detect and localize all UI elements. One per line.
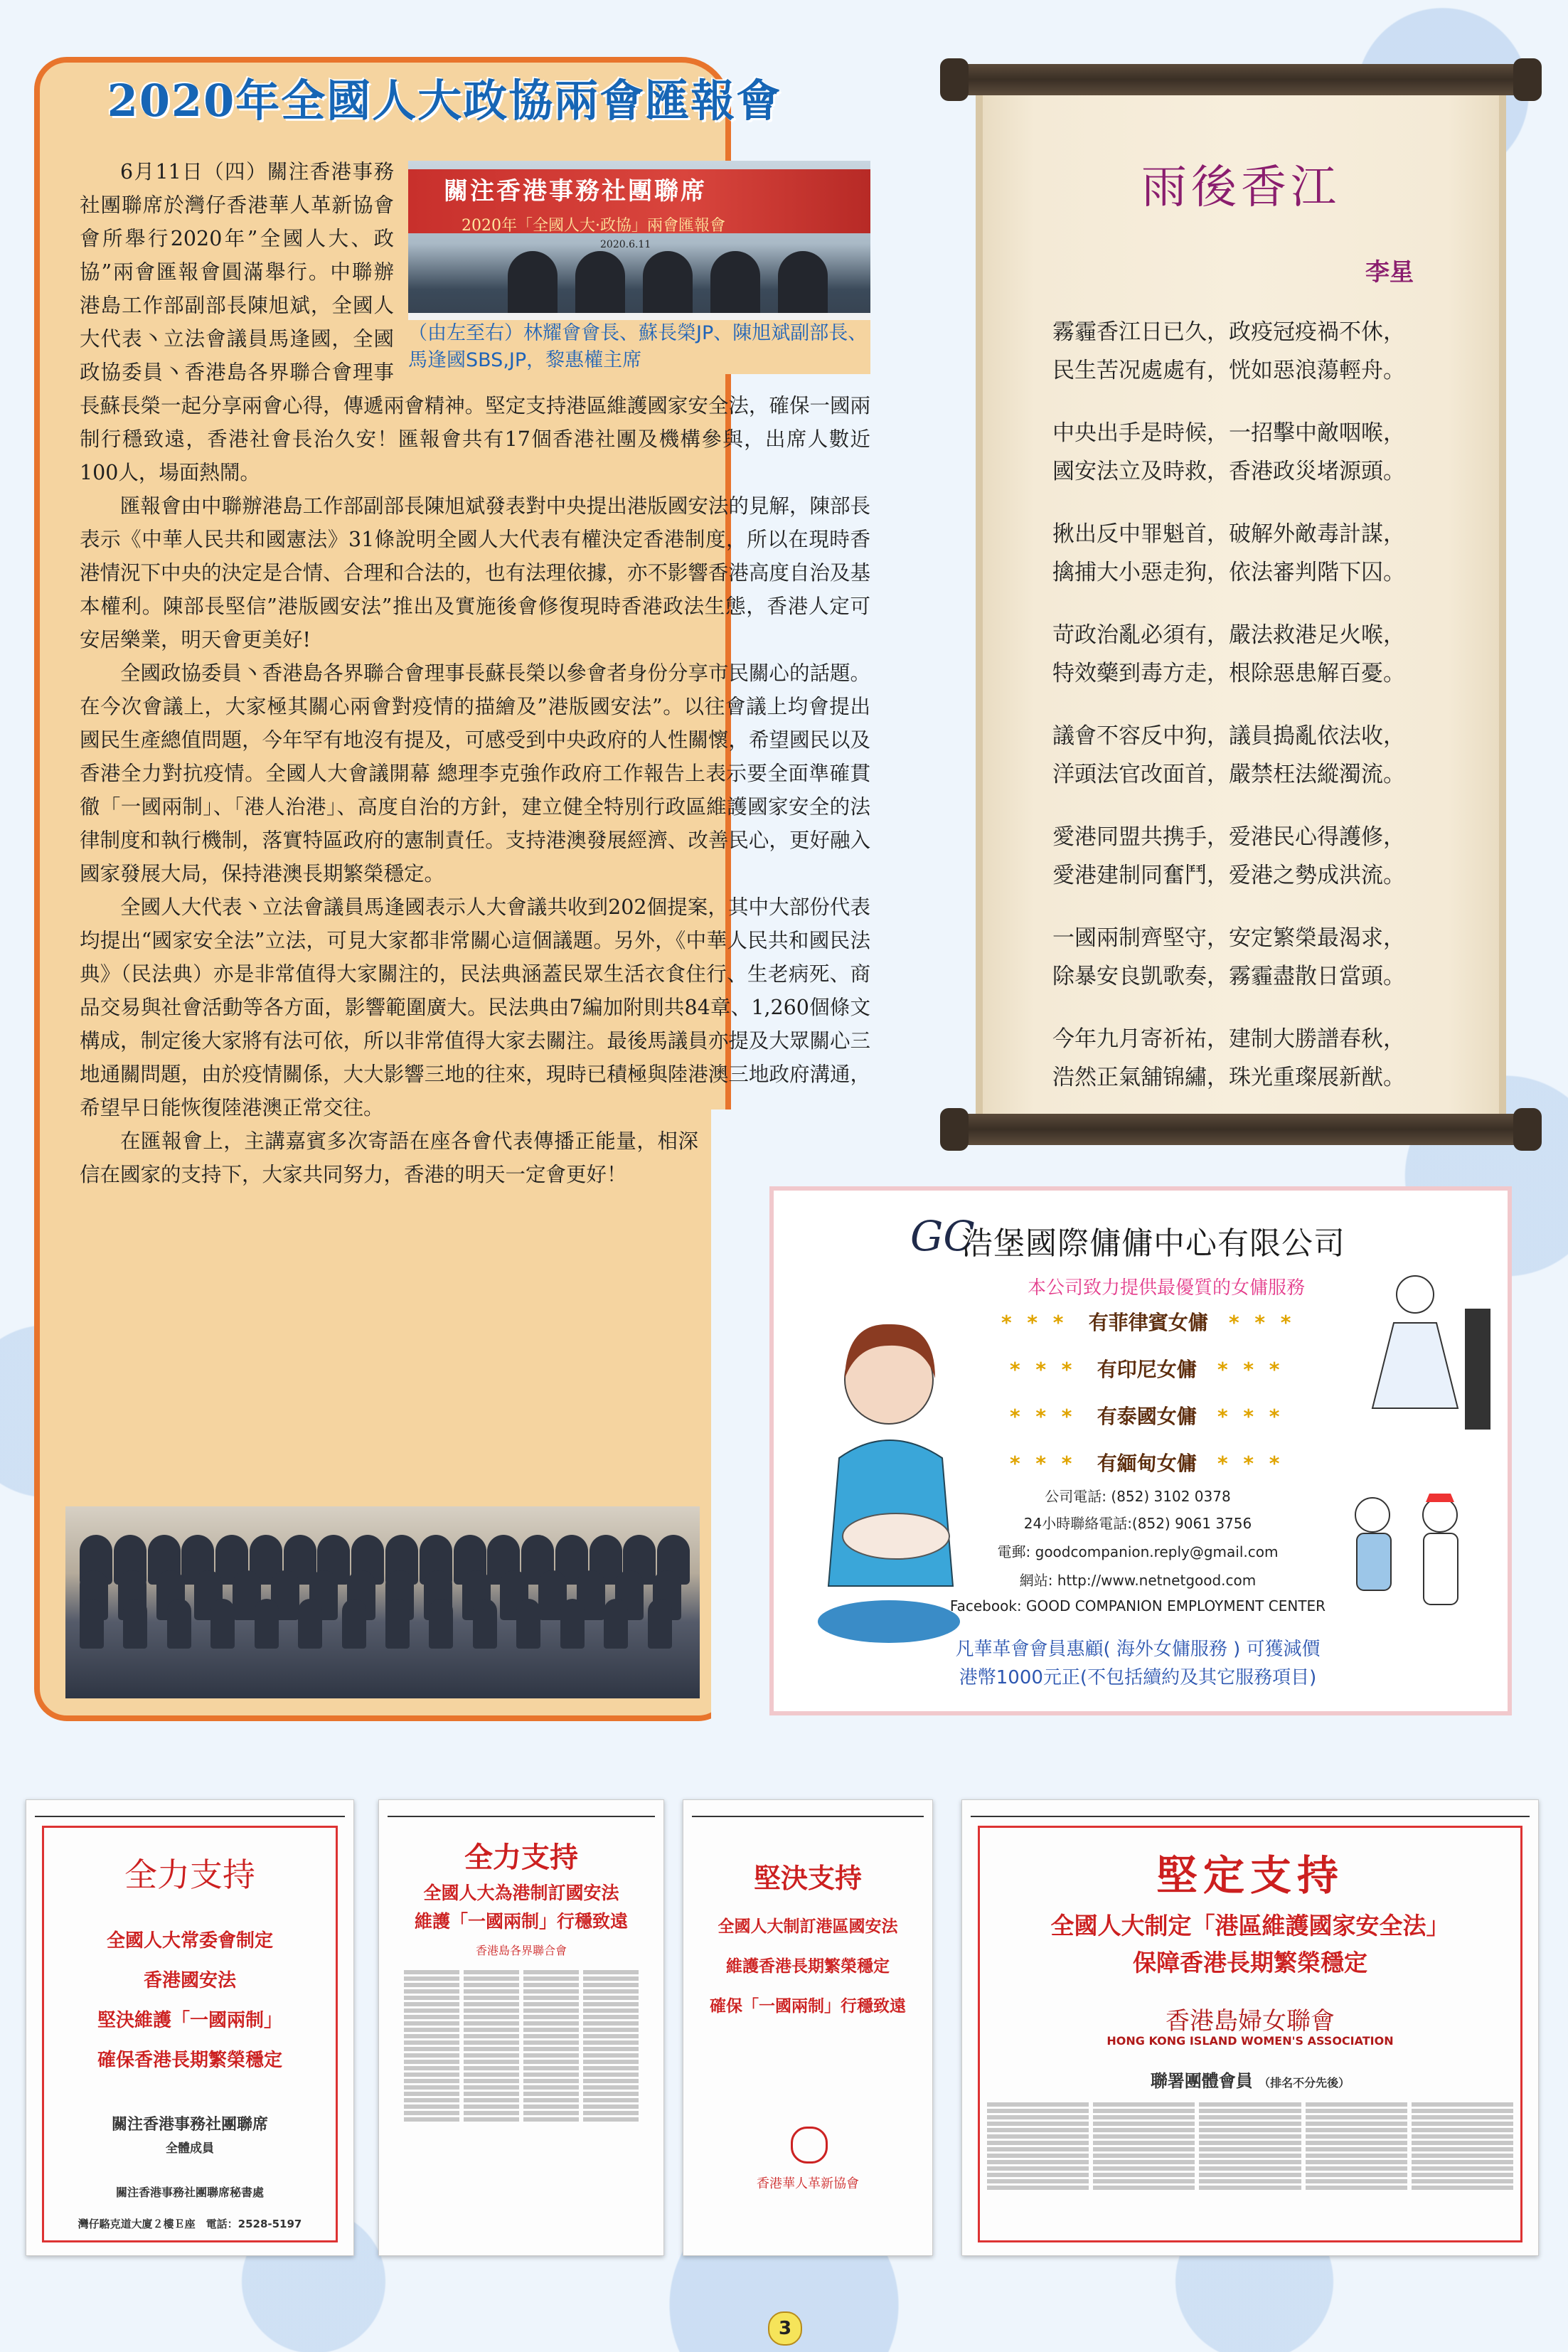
ad-member-discount-amount: 港幣1000元正(不包括續約及其它服務項目) bbox=[959, 1667, 1317, 1688]
clipping-masthead bbox=[692, 1806, 924, 1817]
clipping-name-line bbox=[583, 2117, 639, 2122]
ad-service-item: * * * 有緬甸女傭 * * * bbox=[1010, 1452, 1284, 1475]
clipping-name-line bbox=[1306, 2147, 1407, 2151]
ad-phone: 公司電話: (852) 3102 0378 bbox=[1045, 1488, 1231, 1505]
article-paragraph-1: 6月11日（四）關注香港事務社團聯席於灣仔香港華人革新協會會所舉行2020年”全國人大、政協”兩會匯報會圓滿舉行。中聯辦港島工作部副部長陳旭斌，全國人大代表丶立法會議員馬逢國，全國政協委員丶香港島各界聯合會理事長蘇長榮一起分享兩會心得，傳遞兩會精神。堅定支持港區維護國家安全法，確保一國兩制行穩致遠，香港社會長治久安！匯報會共有17個香港社團及機構參與，出席人數近100人，場面熱鬧。 bbox=[80, 160, 870, 484]
clipping-name-line bbox=[523, 2085, 579, 2090]
ad-email: 電郵: goodcompanion.reply@gmail.com bbox=[997, 1543, 1279, 1560]
clipping-name-line bbox=[404, 1976, 459, 1981]
seal-icon bbox=[791, 2127, 828, 2164]
clipping-line: 維護香港長期繁榮穩定 bbox=[726, 1957, 890, 1976]
audience-photo bbox=[65, 1506, 700, 1698]
audience-member bbox=[429, 1599, 453, 1649]
clipping-name-line bbox=[1412, 2166, 1513, 2171]
clipping-name-line bbox=[583, 2053, 639, 2058]
clipping-name-line bbox=[1199, 2134, 1301, 2139]
clipping-members-title: 聯署團體會員 （排名不分先後） bbox=[1150, 2071, 1350, 2091]
audience-member bbox=[342, 1599, 366, 1649]
clipping-name-line bbox=[583, 1976, 639, 1981]
clipping-name-line bbox=[464, 1976, 519, 1981]
photo-banner-title: 關注香港事務社團聯席 bbox=[444, 177, 707, 206]
clipping-name-line bbox=[1412, 2186, 1513, 2190]
clipping-name-line bbox=[464, 2085, 519, 2090]
clipping-name-line bbox=[1093, 2141, 1195, 2145]
ad-company-name: 浩堡國際傭傭中心有限公司 bbox=[961, 1225, 1345, 1262]
clipping-secretariat: 關注香港事務社團聯席秘書處 bbox=[115, 2186, 264, 2199]
company-logo: GC bbox=[910, 1212, 975, 1260]
clipping-name-line bbox=[523, 1996, 579, 2000]
clipping-name-line bbox=[464, 2028, 519, 2032]
clipping-name-line bbox=[464, 1970, 519, 1974]
poem-line: 洋頭法官改面首，嚴禁枉法縱濁流。 bbox=[1052, 762, 1405, 787]
ad-website: 網站: http://www.netnetgood.com bbox=[1019, 1572, 1257, 1589]
clipping-name-line bbox=[583, 2085, 639, 2090]
clipping-masthead bbox=[35, 1806, 345, 1817]
clipping-name-line bbox=[583, 2002, 639, 2006]
clipping-name-line bbox=[1199, 2122, 1301, 2126]
clipping-line: 確保香港長期繁榮穩定 bbox=[97, 2050, 282, 2071]
clipping-name-line bbox=[523, 1989, 579, 1994]
clipping-line: 全國人大常委會制定 bbox=[106, 1930, 273, 1952]
elderly-care-illustration bbox=[1337, 1486, 1479, 1622]
clipping-name-line bbox=[583, 2066, 639, 2070]
clipping-name-line bbox=[1412, 2128, 1513, 2132]
clipping-line: 確保「一國兩制」行穩致遠 bbox=[710, 1997, 906, 2016]
clipping-name-line bbox=[1306, 2109, 1407, 2113]
clipping-name-line bbox=[1306, 2115, 1407, 2119]
clipping-name-line bbox=[583, 2015, 639, 2019]
clipping-name-line bbox=[583, 2060, 639, 2064]
audience-member bbox=[560, 1599, 585, 1649]
clipping-name-line bbox=[523, 1976, 579, 1981]
clipping-name-line bbox=[404, 2085, 459, 2090]
clipping-name-line bbox=[523, 2028, 579, 2032]
clipping-name-line bbox=[1306, 2128, 1407, 2132]
clipping-name-line bbox=[523, 2117, 579, 2122]
clipping-name-line bbox=[583, 1970, 639, 1974]
clipping-line: 堅決維護「一國兩制」 bbox=[97, 2010, 282, 2031]
clipping-name-line bbox=[464, 2015, 519, 2019]
clipping-name-line bbox=[523, 2021, 579, 2026]
clipping-name-line bbox=[987, 2186, 1089, 2190]
clipping-name-line bbox=[464, 2021, 519, 2026]
clipping-name-line bbox=[1412, 2141, 1513, 2145]
clipping-name-line bbox=[1412, 2179, 1513, 2183]
poem-line: 擒捕大小惡走狗，依法審判階下囚。 bbox=[1052, 560, 1405, 585]
audience-member bbox=[298, 1599, 322, 1649]
ad-tagline: 本公司致力提供最優質的女傭服務 bbox=[1027, 1277, 1305, 1299]
newspaper-clipping-1 bbox=[26, 1799, 354, 2256]
clipping-name-line bbox=[464, 1989, 519, 1994]
poem-stanza bbox=[1052, 717, 1451, 794]
clipping-line: 香港國安法 bbox=[143, 1970, 236, 1991]
clipping-name-line bbox=[1199, 2173, 1301, 2177]
clipping-name-line bbox=[1199, 2147, 1301, 2151]
ad-facebook: Facebook: GOOD COMPANION EMPLOYMENT CENTER bbox=[949, 1597, 1326, 1614]
clipping-name-line bbox=[464, 2117, 519, 2122]
clipping-name-line bbox=[464, 2079, 519, 2083]
clipping-frame bbox=[978, 1826, 1522, 2242]
clipping-name-line bbox=[464, 2104, 519, 2109]
clipping-name-line bbox=[583, 2028, 639, 2032]
newspaper-clipping-4 bbox=[961, 1799, 1539, 2256]
clipping-name-line bbox=[987, 2179, 1089, 2183]
clipping-org: 香港島婦女聯會 bbox=[1166, 2007, 1335, 2036]
clipping-name-line bbox=[1093, 2109, 1195, 2113]
poem-line: 浩然正氣舖锦繡，珠光重璨展新猷。 bbox=[1052, 1065, 1405, 1090]
poem-line: 除暴安良凱歌奏，霧霾盡散日當頭。 bbox=[1052, 964, 1405, 989]
clipping-name-line bbox=[464, 2002, 519, 2006]
clipping-name-line bbox=[464, 1996, 519, 2000]
clipping-member-list bbox=[987, 2102, 1513, 2190]
audience-member bbox=[255, 1599, 279, 1649]
clipping-name-line bbox=[1412, 2160, 1513, 2164]
clipping-name-line bbox=[1093, 2147, 1195, 2151]
clipping-title: 全力支持 bbox=[464, 1841, 578, 1874]
clipping-name-line bbox=[404, 2092, 459, 2096]
clipping-title: 堅決支持 bbox=[753, 1863, 862, 1894]
clipping-name-line bbox=[404, 2060, 459, 2064]
clipping-title: 全力支持 bbox=[124, 1856, 255, 1894]
clipping-name-line bbox=[464, 2008, 519, 2013]
clipping-name-line bbox=[523, 2040, 579, 2045]
clipping-name-line bbox=[523, 2066, 579, 2070]
clipping-name-line bbox=[404, 2002, 459, 2006]
photo-banner-subtitle: 2020年「全國人大·政協」兩會匯報會 bbox=[462, 217, 725, 235]
clipping-name-line bbox=[464, 2040, 519, 2045]
clipping-name-line bbox=[404, 2072, 459, 2077]
clipping-name-line bbox=[1199, 2166, 1301, 2171]
clipping-name-line bbox=[464, 2034, 519, 2038]
newspaper-clipping-3 bbox=[683, 1799, 933, 2256]
clipping-org: 香港島各界聯合會 bbox=[475, 1944, 567, 1957]
poem-stanza bbox=[1052, 818, 1451, 895]
clipping-org-english: HONG KONG ISLAND WOMEN'S ASSOCIATION bbox=[1106, 2034, 1394, 2048]
poem-stanza bbox=[1052, 313, 1451, 390]
clipping-name-line bbox=[583, 1996, 639, 2000]
clipping-name-line bbox=[583, 2047, 639, 2051]
clipping-name-line bbox=[464, 1983, 519, 1987]
clipping-name-line bbox=[523, 2015, 579, 2019]
clipping-name-line bbox=[404, 2104, 459, 2109]
clipping-name-line bbox=[1306, 2166, 1407, 2171]
clipping-name-line bbox=[523, 2079, 579, 2083]
clipping-org: 香港華人革新協會 bbox=[757, 2176, 859, 2191]
clipping-name-line bbox=[404, 2021, 459, 2026]
clipping-frame bbox=[395, 1826, 648, 2242]
poem-line: 苛政治亂必須有，嚴法救港足火喉， bbox=[1052, 622, 1405, 648]
poem-stanza bbox=[1052, 515, 1451, 592]
clipping-name-line bbox=[464, 2072, 519, 2077]
clipping-org: 關注香港事務社團聯席 bbox=[111, 2116, 268, 2134]
clipping-name-line bbox=[583, 2092, 639, 2096]
clipping-name-line bbox=[404, 2079, 459, 2083]
clipping-name-line bbox=[464, 2047, 519, 2051]
poem-author: 李星 bbox=[1365, 258, 1414, 287]
clipping-name-line bbox=[523, 2002, 579, 2006]
clipping-line: 維護「一國兩制」行穩致遠 bbox=[414, 1911, 628, 1932]
clipping-name-line bbox=[523, 2060, 579, 2064]
clipping-name-line bbox=[1199, 2115, 1301, 2119]
clipping-name-line bbox=[404, 2040, 459, 2045]
clipping-name-line bbox=[1093, 2115, 1195, 2119]
scroll-rod-top bbox=[953, 64, 1529, 95]
meeting-photo-caption: （由左至右）林耀會會長、蘇長榮JP、陳旭斌副部長、馬逢國SBS,JP，黎惠權主席 bbox=[408, 320, 870, 374]
photo-banner-date: 2020.6.11 bbox=[600, 239, 651, 250]
clipping-name-line bbox=[1306, 2122, 1407, 2126]
ad-member-discount: 凡華革會會員惠顧( 海外女傭服務 ) 可獲減價 bbox=[955, 1639, 1321, 1660]
clipping-name-line bbox=[464, 2060, 519, 2064]
clipping-masthead bbox=[971, 1806, 1530, 1817]
clipping-name-line bbox=[404, 2053, 459, 2058]
clipping-name-line bbox=[987, 2173, 1089, 2177]
article-body bbox=[80, 155, 870, 1191]
clipping-name-line bbox=[404, 1989, 459, 1994]
clipping-member-list bbox=[404, 1970, 639, 2122]
clipping-name-line bbox=[987, 2166, 1089, 2171]
poem-stanza bbox=[1052, 414, 1451, 491]
clipping-name-line bbox=[464, 2066, 519, 2070]
audience-member bbox=[473, 1599, 497, 1649]
poem-line: 愛港同盟共携手，爱港民心得護修， bbox=[1052, 824, 1405, 850]
clipping-name-line bbox=[1093, 2128, 1195, 2132]
clipping-name-line bbox=[523, 2034, 579, 2038]
clipping-name-line bbox=[523, 1970, 579, 1974]
clipping-name-line bbox=[583, 2098, 639, 2102]
clipping-name-line bbox=[1093, 2154, 1195, 2158]
article-title: 2020年全國人大政協兩會匯報會 bbox=[107, 75, 782, 127]
page-number: 3 bbox=[768, 2311, 802, 2346]
article-paragraph-2: 匯報會由中聯辦港島工作部副部長陳旭斌發表對中央提出港版國安法的見解，陳部長表示《中華人民共和國憲法》31條說明全國人大代表有權決定香港制度，所以在現時香港情況下中央的決定是合情、合理和合法的，也有法理依據，亦不影響香港高度自治及基本權利。陳部長堅信”港版國安法”推出及實施後會修復現時香港政法生態，香港人定可安居樂業，明天會更美好! bbox=[80, 494, 870, 651]
clipping-name-line bbox=[1306, 2186, 1407, 2190]
clipping-name-line bbox=[1093, 2122, 1195, 2126]
clipping-name-line bbox=[404, 2008, 459, 2013]
clipping-name-line bbox=[987, 2160, 1089, 2164]
ad-service-item: * * * 有印尼女傭 * * * bbox=[1010, 1358, 1284, 1381]
clipping-address: 灣仔駱克道大廈２樓Ｅ座 電話：2528-5197 bbox=[78, 2218, 302, 2230]
poem-stanza bbox=[1052, 1020, 1451, 1097]
clipping-name-line bbox=[583, 2034, 639, 2038]
clipping-name-line bbox=[1093, 2134, 1195, 2139]
poem-line: 揪出反中罪魁首，破解外敵毒計謀， bbox=[1052, 521, 1405, 547]
clipping-frame bbox=[699, 1826, 917, 2242]
audience-member bbox=[123, 1599, 147, 1649]
clipping-name-line bbox=[1199, 2102, 1301, 2107]
poem-line: 一國兩制齊堅守，安定繁榮最渴求， bbox=[1052, 925, 1405, 951]
clipping-line: 全國人大為港制訂國安法 bbox=[423, 1883, 619, 1903]
audience-member bbox=[604, 1599, 628, 1649]
clipping-frame bbox=[42, 1826, 338, 2242]
clipping-name-line bbox=[1306, 2141, 1407, 2145]
audience-member bbox=[385, 1599, 410, 1649]
clipping-name-line bbox=[987, 2134, 1089, 2139]
article-panel-notch bbox=[711, 1110, 754, 1750]
clipping-name-line bbox=[583, 2040, 639, 2045]
clipping-name-line bbox=[523, 1983, 579, 1987]
clipping-name-line bbox=[987, 2102, 1089, 2107]
article-paragraph-4: 全國人大代表丶立法會議員馬逢國表示人大會議共收到202個提案，其中大部份代表均提出“國家安全法”立法，可見大家都非常關心這個議題。另外，《中華人民共和國民法典》（民法典）亦是非常值得大家關注的，民法典涵蓋民眾生活衣食住行、生老病死、商品交易與社會活動等各方面，影響範圍廣大。民法典由7編加附則共84章、1,260個條文構成，制定後大家將有法可依，所以非常值得大家去關注。最後馬議員亦提及大眾關心三地通關問題，由於疫情關係，大大影響三地的往來，現時已積極與陸港澳三地政府溝通，希望早日能恢復陸港澳正常交往。 bbox=[80, 895, 870, 1119]
clipping-name-line bbox=[1412, 2173, 1513, 2177]
clipping-name-line bbox=[1093, 2179, 1195, 2183]
clipping-name-line bbox=[464, 2092, 519, 2096]
clipping-name-line bbox=[987, 2128, 1089, 2132]
clipping-name-line bbox=[404, 1996, 459, 2000]
clipping-line: 全國人大制訂港區國安法 bbox=[718, 1917, 898, 1936]
clipping-name-line bbox=[404, 2015, 459, 2019]
clipping-name-line bbox=[1412, 2122, 1513, 2126]
clipping-name-line bbox=[464, 2111, 519, 2115]
poem-body bbox=[1052, 313, 1451, 1121]
photo-banner bbox=[408, 169, 870, 233]
clipping-name-line bbox=[987, 2147, 1089, 2151]
clipping-name-line bbox=[987, 2109, 1089, 2113]
clipping-name-line bbox=[464, 2098, 519, 2102]
clipping-name-line bbox=[1093, 2166, 1195, 2171]
clipping-name-line bbox=[1412, 2147, 1513, 2151]
clipping-name-line bbox=[583, 2079, 639, 2083]
clipping-name-line bbox=[1199, 2109, 1301, 2113]
clipping-name-line bbox=[464, 2053, 519, 2058]
poem-stanza bbox=[1052, 616, 1451, 693]
clipping-name-line bbox=[583, 2008, 639, 2013]
clipping-name-line bbox=[1412, 2102, 1513, 2107]
clipping-name-line bbox=[583, 1983, 639, 1987]
clipping-name-line bbox=[404, 2111, 459, 2115]
clipping-name-line bbox=[987, 2141, 1089, 2145]
clipping-name-line bbox=[1093, 2102, 1195, 2107]
clipping-name-line bbox=[1412, 2134, 1513, 2139]
clipping-name-line bbox=[523, 2111, 579, 2115]
clipping-name-line bbox=[404, 1983, 459, 1987]
audience-member bbox=[210, 1599, 235, 1649]
clipping-name-line bbox=[583, 2104, 639, 2109]
clipping-masthead bbox=[388, 1806, 655, 1817]
ad-hotline: 24小時聯絡電話:(852) 9061 3756 bbox=[1023, 1515, 1252, 1532]
clipping-name-line bbox=[1306, 2154, 1407, 2158]
clipping-name-line bbox=[404, 2034, 459, 2038]
audience-member bbox=[648, 1599, 672, 1649]
poem-line: 議會不容反中狗，議員搗亂依法收， bbox=[1052, 723, 1405, 749]
clipping-name-line bbox=[1199, 2186, 1301, 2190]
clipping-name-line bbox=[1093, 2160, 1195, 2164]
clipping-name-line bbox=[523, 2008, 579, 2013]
poem-title: 雨後香江 bbox=[1141, 161, 1340, 214]
clipping-title: 堅定支持 bbox=[1156, 1851, 1344, 1900]
ad-service-item: * * * 有泰國女傭 * * * bbox=[1010, 1405, 1284, 1428]
clipping-name-line bbox=[523, 2098, 579, 2102]
poem-line: 中央出手是時候，一招擊中敵咽喉， bbox=[1052, 420, 1405, 446]
clipping-name-line bbox=[987, 2115, 1089, 2119]
clipping-name-line bbox=[987, 2122, 1089, 2126]
clipping-name-line bbox=[1306, 2179, 1407, 2183]
clipping-line: 保障香港長期繁榮穩定 bbox=[1133, 1949, 1367, 1976]
poem-line: 國安法立及時救，香港政災堵源頭。 bbox=[1052, 459, 1405, 484]
clipping-name-line bbox=[583, 1989, 639, 1994]
clipping-name-line bbox=[1306, 2173, 1407, 2177]
audience-member bbox=[167, 1599, 191, 1649]
clipping-name-line bbox=[987, 2154, 1089, 2158]
audience-member bbox=[80, 1599, 104, 1649]
clipping-name-line bbox=[1199, 2160, 1301, 2164]
clipping-name-line bbox=[583, 2021, 639, 2026]
clipping-name-line bbox=[1412, 2154, 1513, 2158]
clipping-name-line bbox=[583, 2072, 639, 2077]
clipping-name-line bbox=[1093, 2186, 1195, 2190]
audience-member bbox=[516, 1599, 540, 1649]
poem-stanza bbox=[1052, 919, 1451, 996]
clipping-name-line bbox=[404, 2066, 459, 2070]
clipping-name-line bbox=[523, 2047, 579, 2051]
clipping-name-line bbox=[1306, 2134, 1407, 2139]
clipping-line: 全國人大制定「港區維護國家安全法」 bbox=[1050, 1912, 1450, 1939]
clipping-name-line bbox=[1412, 2115, 1513, 2119]
ad-service-item: * * * 有菲律賓女傭 * * * bbox=[1001, 1311, 1296, 1334]
clipping-name-line bbox=[1093, 2173, 1195, 2177]
clipping-name-line bbox=[404, 2117, 459, 2122]
clipping-name-line bbox=[523, 2072, 579, 2077]
article-paragraph-5: 在匯報會上，主講嘉賓多次寄語在座各會代表傳播正能量，相深信在國家的支持下，大家共同努力，香港的明天一定會更好！ bbox=[80, 1129, 698, 1186]
poem-line: 民生苦况處處有，恍如惡浪蕩輕舟。 bbox=[1052, 358, 1405, 383]
poem-line: 愛港建制同奮鬥，爱港之勢成洪流。 bbox=[1052, 863, 1405, 888]
clipping-name-line bbox=[1199, 2128, 1301, 2132]
clipping-name-line bbox=[1199, 2154, 1301, 2158]
clipping-name-line bbox=[404, 2047, 459, 2051]
poem-line: 特效藥到毒方走，根除惡患解百憂。 bbox=[1052, 661, 1405, 686]
clipping-name-line bbox=[583, 2111, 639, 2115]
poem-line: 霧霾香江日已久，政疫冠疫禍不休， bbox=[1052, 319, 1405, 345]
newspaper-clipping-2 bbox=[378, 1799, 664, 2256]
clipping-name-line bbox=[523, 2104, 579, 2109]
clipping-name-line bbox=[404, 2028, 459, 2032]
clipping-name-line bbox=[1199, 2179, 1301, 2183]
clipping-name-line bbox=[1412, 2109, 1513, 2113]
clipping-name-line bbox=[1306, 2102, 1407, 2107]
article-paragraph-3: 全國政協委員丶香港島各界聯合會理事長蘇長榮以參會者身份分享市民關心的話題。在今次會議上，大家極其關心兩會對疫情的描繪及”港版國安法”。以往會議上均會提出國民生產總值問題，今年罕有地沒有提及，可感受到中央政府的人性關懷，希望國民以及香港全力對抗疫情。全國人大會議開幕 總理李克強作政府工作報告上表示要全面準確貫徹「一國兩制」、「港人治港」、高度自治的方針，建立健全特別行政區維護國家安全的法律制度和執行機制，落實特區政府的憲制責任。支持港澳發展經濟、改善民心，更好融入國家發展大局，保持港澳長期繁榮穩定。 bbox=[80, 661, 870, 885]
clipping-members: 全體成員 bbox=[166, 2141, 214, 2156]
clipping-name-line bbox=[404, 1970, 459, 1974]
clipping-name-line bbox=[1306, 2160, 1407, 2164]
clipping-name-line bbox=[523, 2092, 579, 2096]
clipping-name-line bbox=[1199, 2141, 1301, 2145]
clipping-name-line bbox=[523, 2053, 579, 2058]
poem-line: 今年九月寄祈祐，建制大勝譜春秋， bbox=[1052, 1026, 1405, 1052]
clipping-name-line bbox=[404, 2098, 459, 2102]
